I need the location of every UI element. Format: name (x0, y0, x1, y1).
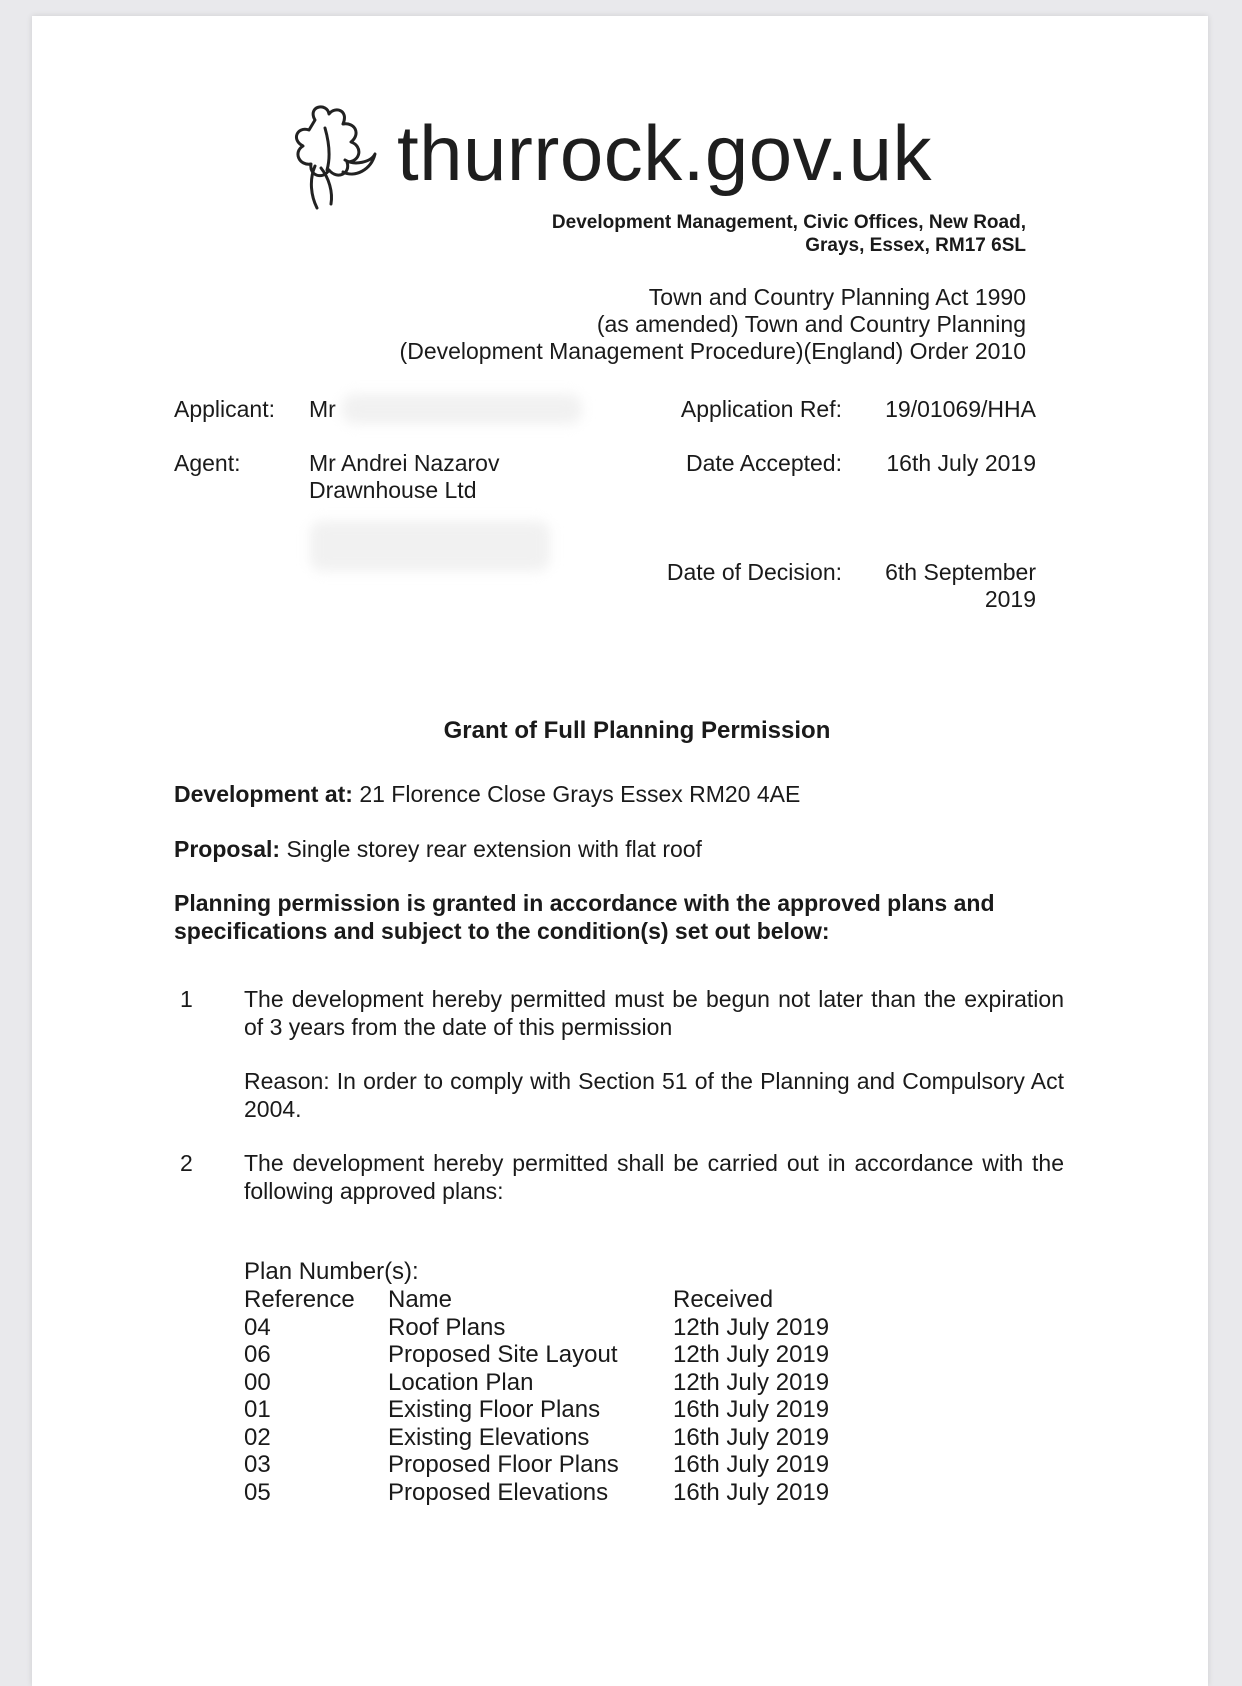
grant-line: Planning permission is granted in accordance with the approved plans and (174, 890, 995, 916)
column-header: Reference (244, 1286, 355, 1313)
logo-wordmark: thurrock.gov.uk (397, 109, 932, 197)
condition-reason: Reason: In order to comply with Section 51 of the Planning and Compulsory Act 2004. (244, 1068, 1064, 1122)
grant-line: specifications and subject to the condition(s) set out below: (174, 918, 830, 944)
agent-label: Agent: (174, 450, 241, 476)
plan-numbers-heading: Plan Number(s): (244, 1258, 419, 1285)
date-accepted-label: Date Accepted: (686, 450, 842, 476)
application-ref-value: 19/01069/HHA (885, 396, 1036, 422)
proposal-value: Single storey rear extension with flat roof (280, 836, 702, 862)
agent-company: Drawnhouse Ltd (309, 477, 477, 503)
development-at (174, 780, 800, 808)
date-of-decision-value (885, 559, 1036, 613)
table-row (244, 1396, 829, 1424)
address-line: Grays, Essex, RM17 6SL (805, 235, 1026, 256)
proposal-label: Proposal: (174, 836, 281, 862)
plan-reference: 06 (244, 1341, 271, 1368)
act-line: (as amended) Town and Country Planning (596, 311, 1026, 337)
plan-received: 16th July 2019 (673, 1478, 830, 1506)
table-row (244, 1479, 829, 1507)
table-row (244, 1369, 829, 1397)
council-logo (285, 90, 1085, 210)
grant-statement (174, 889, 995, 945)
table-row (244, 1341, 829, 1369)
condition-number: 2 (180, 1150, 193, 1176)
table-header-row (244, 1286, 829, 1314)
plan-name: Location Plan (388, 1368, 534, 1396)
plan-received: 16th July 2019 (673, 1451, 830, 1478)
applicant-label: Applicant: (174, 396, 276, 422)
oak-leaf-icon (285, 100, 380, 210)
proposal (174, 835, 702, 863)
address-line: Development Management, Civic Offices, New Road, (551, 212, 1026, 233)
date-accepted-value: 16th July 2019 (886, 450, 1036, 476)
agent-name: Mr Andrei Nazarov (309, 450, 500, 476)
agent-value (309, 450, 499, 504)
plan-reference: 00 (244, 1368, 271, 1396)
plan-name: Existing Elevations (388, 1423, 590, 1451)
plans-table-body (244, 1314, 829, 1507)
table-row (244, 1451, 829, 1479)
decision-date-line: 2019 (984, 586, 1036, 612)
date-of-decision-label: Date of Decision: (666, 559, 842, 585)
plan-received: 12th July 2019 (673, 1368, 830, 1396)
office-address (552, 211, 1026, 257)
act-line: (Development Management Procedure)(England) Order 2010 (399, 338, 1026, 364)
application-ref-label: Application Ref: (680, 396, 842, 422)
plan-name: Existing Floor Plans (388, 1396, 601, 1423)
condition-text: The development hereby permitted shall be carried out in accordance with the following approved plans: (244, 1150, 1064, 1204)
plan-reference: 05 (244, 1478, 271, 1506)
condition-text: The development hereby permitted must be begun not later than the expiration of 3 years from the date of this permission (244, 986, 1064, 1040)
column-header: Name (388, 1286, 453, 1313)
plans-table (244, 1286, 829, 1506)
redaction (342, 394, 582, 424)
plan-reference: 03 (244, 1451, 271, 1478)
redaction (310, 521, 550, 571)
decision-date-line: 6th September (885, 559, 1036, 585)
plan-name: Proposed Site Layout (388, 1341, 618, 1368)
plan-received: 16th July 2019 (673, 1423, 830, 1451)
plan-received: 12th July 2019 (673, 1341, 830, 1368)
column-header: Received (673, 1286, 774, 1313)
condition-number: 1 (180, 986, 193, 1012)
plan-received: 16th July 2019 (673, 1396, 830, 1423)
legislation-reference (400, 284, 1026, 365)
plan-reference: 01 (244, 1396, 271, 1423)
plan-name: Proposed Floor Plans (388, 1451, 619, 1478)
plan-reference: 04 (244, 1313, 271, 1341)
development-value: 21 Florence Close Grays Essex RM20 4AE (352, 781, 801, 807)
plan-received: 12th July 2019 (673, 1313, 830, 1341)
plan-name: Roof Plans (388, 1313, 506, 1341)
document-title: Grant of Full Planning Permission (443, 717, 831, 744)
development-label: Development at: (174, 781, 353, 807)
plan-name: Proposed Elevations (388, 1478, 609, 1506)
applicant-value: Mr (309, 396, 336, 422)
table-row (244, 1424, 829, 1452)
table-row (244, 1314, 829, 1342)
act-line: Town and Country Planning Act 1990 (648, 284, 1026, 310)
plan-reference: 02 (244, 1423, 271, 1451)
document-page (32, 16, 1208, 1686)
